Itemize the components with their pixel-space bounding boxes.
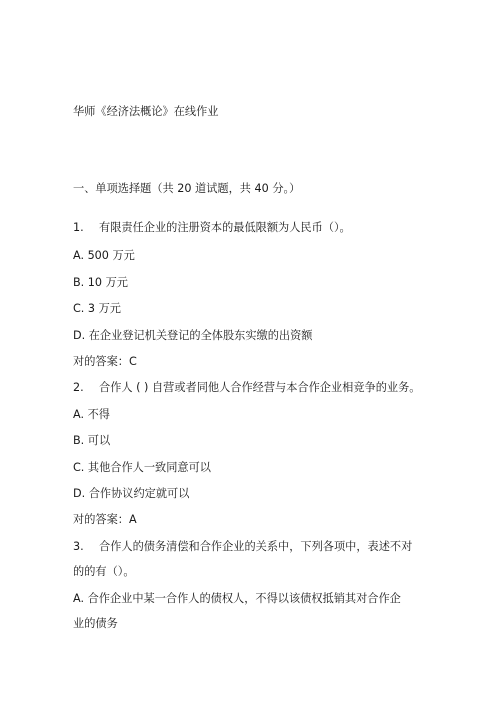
question-text: 合作人 ( ) 自营或者同他人合作经营与本合作企业相竞争的业务。 <box>99 381 421 394</box>
option-d: D. 合作协议约定就可以 <box>73 487 190 500</box>
option-a-continued: 业的债务 <box>73 617 118 630</box>
question-number: 2. <box>73 381 84 394</box>
option-d: D. 在企业登记机关登记的全体股东实缴的出资额 <box>73 329 313 342</box>
answer: 对的答案：A <box>73 513 137 526</box>
question-number: 3. <box>73 540 84 553</box>
question-number: 1. <box>73 221 84 234</box>
option-a: A. 合作企业中某一合作人的债权人，不得以该债权抵销其对合作企 <box>73 592 401 605</box>
question-1 <box>73 221 351 235</box>
option-a: A. 不得 <box>73 408 110 421</box>
option-b: B. 10 万元 <box>73 276 128 289</box>
option-b: B. 可以 <box>73 434 111 447</box>
section-heading: 一、单项选择题（共 20 道试题，共 40 分。） <box>73 182 301 195</box>
option-a: A. 500 万元 <box>73 249 135 262</box>
question-text-continued: 的的有（）。 <box>73 565 135 578</box>
option-c: C. 3 万元 <box>73 302 121 315</box>
question-text: 有限责任企业的注册资本的最低限额为人民币（）。 <box>99 221 351 234</box>
answer: 对的答案：C <box>73 355 137 368</box>
question-3 <box>73 540 412 554</box>
document-title: 华师《经济法概论》在线作业 <box>73 105 219 118</box>
question-text: 合作人的债务清偿和合作企业的关系中，下列各项中，表述不对 <box>99 540 413 553</box>
question-2 <box>73 381 420 395</box>
option-c: C. 其他合作人一致同意可以 <box>73 461 211 474</box>
